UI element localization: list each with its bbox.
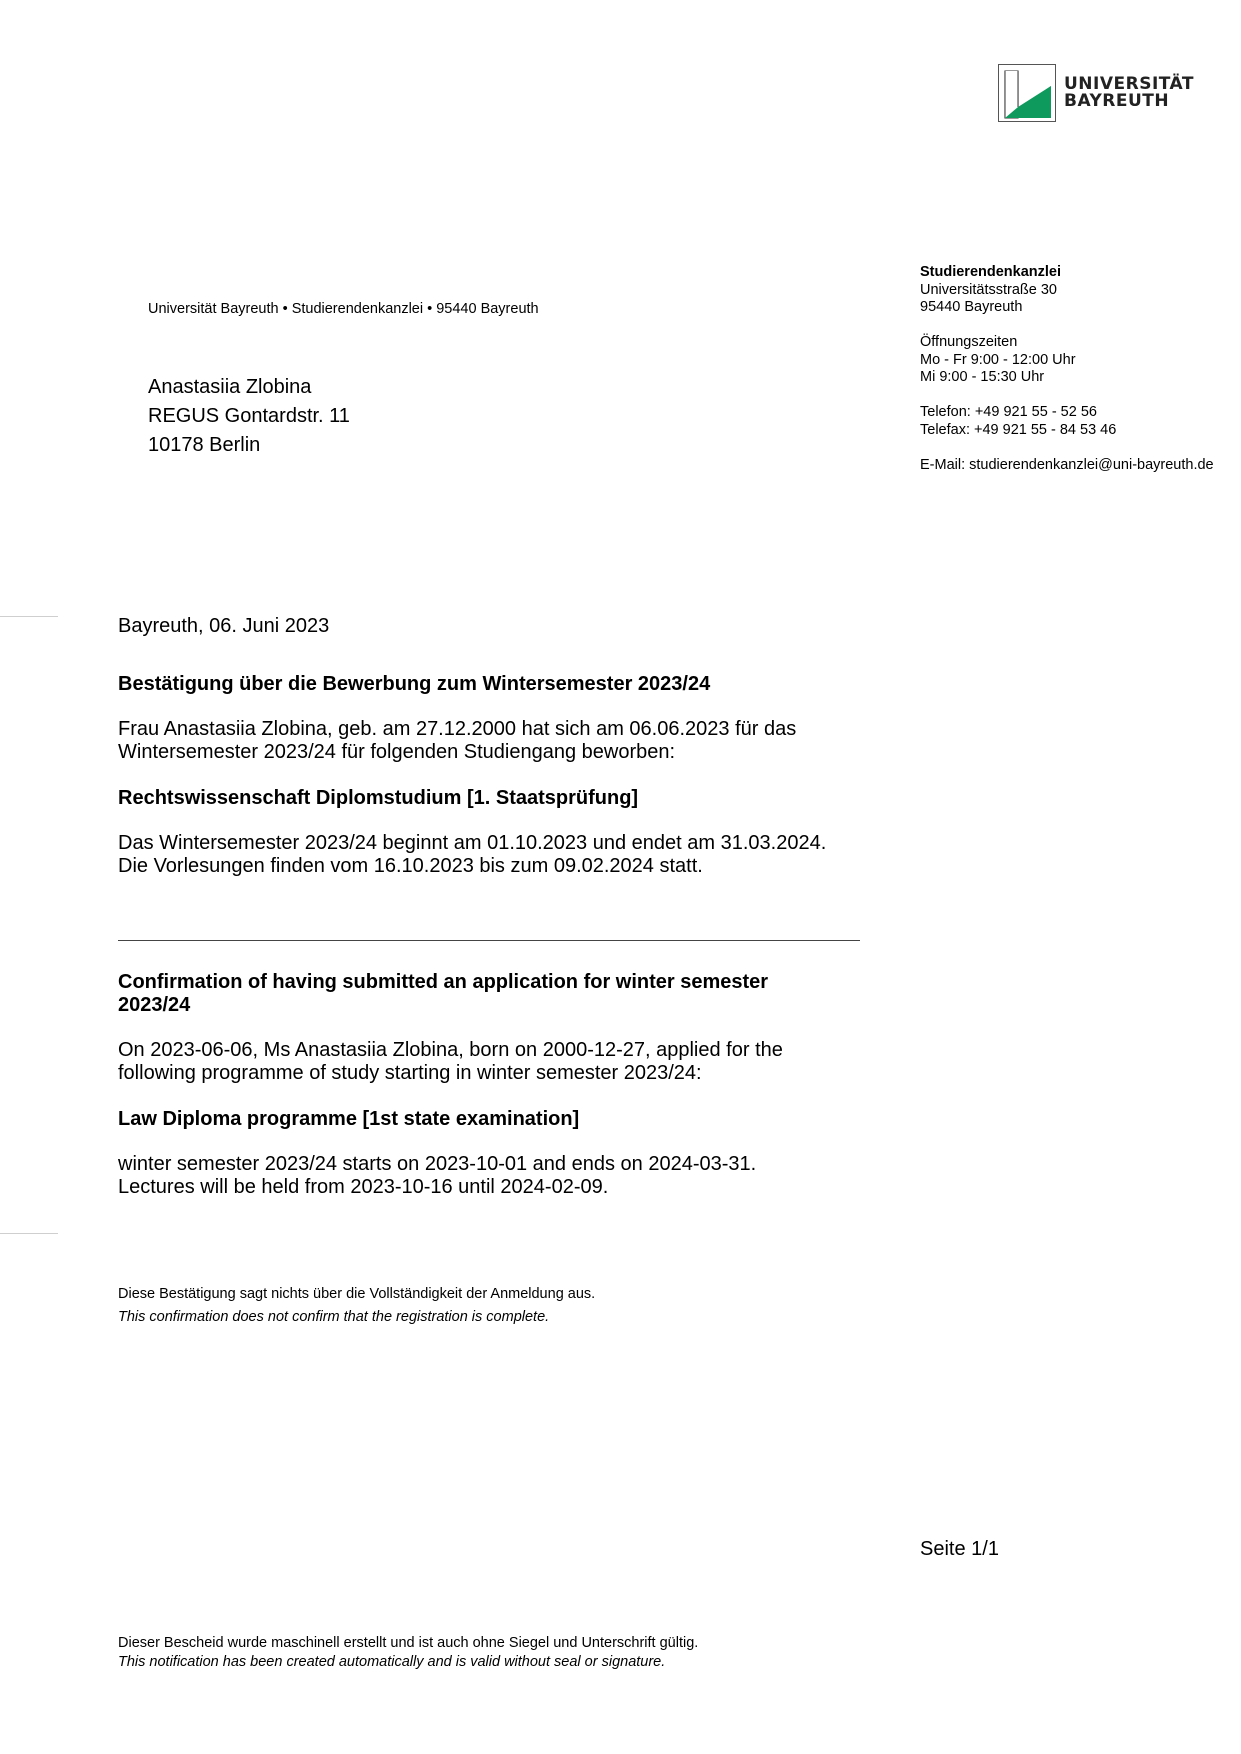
office-hours-label: Öffnungszeiten xyxy=(920,334,1018,350)
english-paragraph-2-line-2: Lectures will be held from 2023-10-16 until 2024-02-09. xyxy=(118,1176,609,1198)
sender-line: Universität Bayreuth • Studierendenkanzlei • 95440 Bayreuth xyxy=(148,301,539,317)
office-info xyxy=(920,264,1214,474)
fold-mark-bottom xyxy=(0,1233,58,1234)
date-line: Bayreuth, 06. Juni 2023 xyxy=(118,615,330,637)
recipient-address xyxy=(148,373,350,460)
english-paragraph-1-line-2: following programme of study starting in winter semester 2023/24: xyxy=(118,1062,702,1084)
footer-note-en: This notification has been created automatically and is valid without seal or signature. xyxy=(118,1654,666,1670)
english-programme: Law Diploma programme [1st state examination] xyxy=(118,1108,580,1130)
logo-line-2: BAYREUTH xyxy=(1064,91,1170,111)
office-hours-1: Mo - Fr 9:00 - 12:00 Uhr xyxy=(920,351,1076,368)
english-heading xyxy=(118,971,878,1017)
office-street: Universitätsstraße 30 xyxy=(920,281,1057,298)
german-programme: Rechtswissenschaft Diplomstudium [1. Staatsprüfung] xyxy=(118,787,639,809)
logo-mark-icon xyxy=(998,64,1056,122)
footer-note xyxy=(118,1634,878,1672)
logo-wordmark xyxy=(1064,76,1194,110)
recipient-name: Anastasiia Zlobina xyxy=(148,376,312,398)
office-name: Studierendenkanzlei xyxy=(920,264,1062,280)
footer-note-de: Dieser Bescheid wurde maschinell erstellt und ist auch ohne Siegel und Unterschrift gültig. xyxy=(118,1635,699,1651)
completeness-note xyxy=(118,1283,878,1329)
office-phone: Telefon: +49 921 55 - 52 56 xyxy=(920,404,1097,420)
completeness-note-en: This confirmation does not confirm that the registration is complete. xyxy=(118,1309,550,1325)
completeness-note-de: Diese Bestätigung sagt nichts über die Vollständigkeit der Anmeldung aus. xyxy=(118,1286,596,1302)
english-heading-line-1: Confirmation of having submitted an application for winter semester xyxy=(118,971,769,993)
logo-line-1: UNIVERSITÄT xyxy=(1064,74,1194,94)
english-heading-line-2: 2023/24 xyxy=(118,994,191,1016)
german-paragraph-2-line-2: Die Vorlesungen finden vom 16.10.2023 bis zum 09.02.2024 statt. xyxy=(118,855,703,877)
english-paragraph-1-line-1: On 2023-06-06, Ms Anastasiia Zlobina, born on 2000-12-27, applied for the xyxy=(118,1039,783,1061)
fold-mark-top xyxy=(0,616,58,617)
german-paragraph-2 xyxy=(118,832,878,878)
office-hours-2: Mi 9:00 - 15:30 Uhr xyxy=(920,369,1045,385)
section-divider xyxy=(118,940,860,941)
office-city: 95440 Bayreuth xyxy=(920,299,1023,315)
english-paragraph-2-line-1: winter semester 2023/24 starts on 2023-10-01 and ends on 2024-03-31. xyxy=(118,1153,757,1175)
office-fax: Telefax: +49 921 55 - 84 53 46 xyxy=(920,421,1117,438)
english-paragraph-2 xyxy=(118,1153,878,1199)
german-paragraph-1-line-1: Frau Anastasiia Zlobina, geb. am 27.12.2000 hat sich am 06.06.2023 für das xyxy=(118,718,797,740)
english-paragraph-1 xyxy=(118,1039,878,1085)
german-heading: Bestätigung über die Bewerbung zum Wintersemester 2023/24 xyxy=(118,673,711,695)
german-paragraph-1 xyxy=(118,718,878,764)
german-paragraph-2-line-1: Das Wintersemester 2023/24 beginnt am 01.10.2023 und endet am 31.03.2024. xyxy=(118,832,827,854)
page-number: Seite 1/1 xyxy=(920,1538,999,1560)
recipient-city: 10178 Berlin xyxy=(148,434,261,456)
logo-mark-graphic xyxy=(999,65,1056,122)
university-logo xyxy=(998,64,1194,126)
recipient-street: REGUS Gontardstr. 11 xyxy=(148,405,350,427)
german-paragraph-1-line-2: Wintersemester 2023/24 für folgenden Studiengang beworben: xyxy=(118,741,676,763)
office-email: E-Mail: studierendenkanzlei@uni-bayreuth.de xyxy=(920,456,1214,473)
